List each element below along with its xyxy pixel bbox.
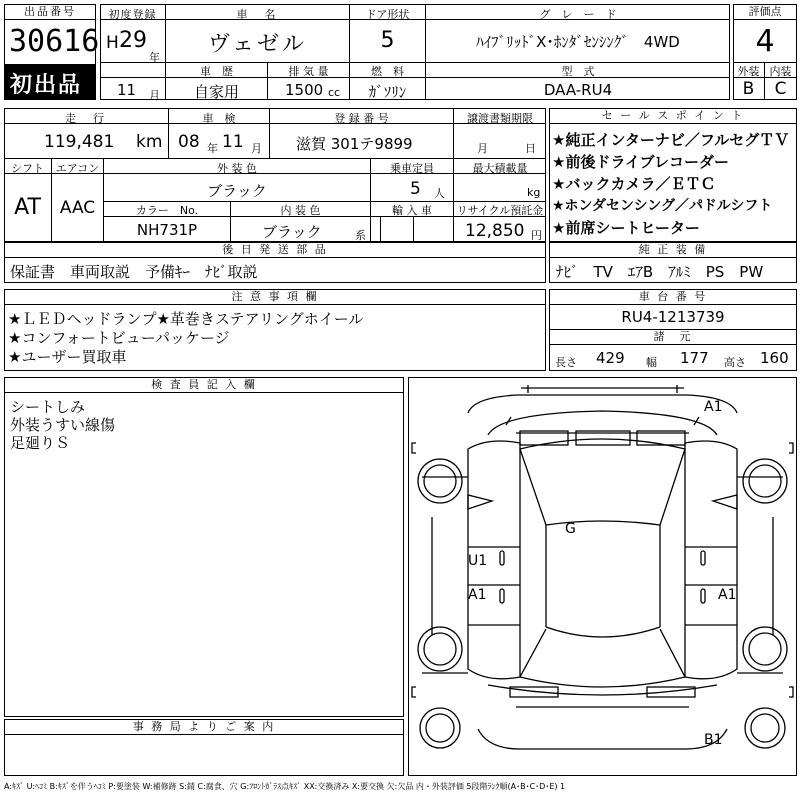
equipment-label: 純 正 装 備 — [550, 243, 796, 258]
damage-mark: G — [565, 521, 576, 537]
width-label: 幅 — [646, 356, 657, 369]
transfer-label: 譲渡書類期限 — [467, 112, 533, 125]
height-label: 高さ — [724, 356, 746, 369]
car-name: ヴェゼル — [207, 32, 308, 57]
selling-point: ★前後ドライブレコーダー — [552, 153, 729, 171]
note-item: ★コンフォートビューパッケージ — [8, 329, 230, 347]
recycle-label: リサイクル預託金 — [456, 204, 544, 217]
interior-label: 内装 — [769, 65, 792, 78]
shift-label: シフト — [11, 162, 44, 175]
length: 429 — [596, 349, 625, 367]
mileage-label: 走 行 — [65, 112, 107, 125]
selling-points-label: セ ー ル ス ポ イ ン ト — [550, 109, 796, 124]
office-label: 事 務 局 よ り ご 案 内 — [5, 720, 403, 735]
model-label: 型 式 — [561, 65, 595, 78]
displacement-label: 排 気 量 — [288, 65, 329, 78]
import-label: 輸 入 車 — [392, 204, 432, 217]
ext-color-label: 外 装 色 — [217, 162, 257, 175]
reg-label: 登 録 番 号 — [334, 112, 389, 125]
inspector-line: シートしみ — [10, 398, 86, 416]
damage-mark: B1 — [704, 732, 723, 748]
damage-mark: A1 — [704, 399, 723, 415]
recycle-unit: 円 — [531, 229, 542, 242]
history: 自家用 — [193, 83, 239, 101]
name-label: 車 名 — [236, 8, 279, 21]
damage-mark: U1 — [468, 553, 488, 569]
note-item: ★ユーザー買取車 — [8, 348, 127, 366]
capacity-unit: 人 — [434, 187, 445, 200]
mileage-unit: km — [136, 132, 163, 152]
inspection-month-unit: 月 — [251, 142, 262, 155]
color-no-label: カラー No. — [135, 204, 199, 217]
inspection-year-unit: 年 — [207, 142, 218, 155]
inspector-label: 検 査 員 記 入 欄 — [5, 378, 403, 393]
inspector-line: 外装うすい線傷 — [10, 416, 116, 434]
capacity-label: 乗車定員 — [390, 162, 434, 175]
recycle: 12,850 — [465, 221, 525, 241]
exterior-label: 外装 — [737, 65, 760, 78]
legend: A:ｷｽﾞ U:ﾍｺﾐ B:ｷｽﾞを伴うﾍｺﾐ P:要塗装 W:補修跡 S:錆 C:腐食、穴 G:ﾌﾛﾝﾄｶﾞﾗｽ点ｷｽﾞ XX:交換済み X:要交換 欠:欠品 内・外装評価 5段階ﾗﾝｸ順(A･B･C･D･E) 1 — [4, 782, 566, 791]
damage-mark: A1 — [718, 587, 737, 603]
width: 177 — [680, 349, 709, 367]
selling-point: ★純正インターナビ／フルセグＴＶ — [552, 131, 790, 149]
first-reg-month: 11 — [117, 81, 137, 99]
ac-label: エアコン — [55, 162, 100, 175]
era: H — [106, 33, 119, 53]
inspection-label: 車 検 — [202, 112, 236, 125]
color-no: NH731P — [136, 221, 198, 239]
capacity: 5 — [410, 179, 421, 199]
displacement: 1500 — [285, 81, 324, 99]
grade-label: グ レ ー ド — [539, 8, 617, 21]
int-color-label: 内 装 色 — [280, 204, 321, 217]
int-color-suffix: 系 — [355, 229, 366, 242]
displacement-unit: cc — [328, 86, 341, 99]
fuel-label: 燃 料 — [371, 65, 404, 78]
transfer-day-unit: 日 — [525, 142, 536, 155]
grade: ﾊｲﾌﾞﾘｯﾄﾞX･ﾎﾝﾀﾞｾﾝｼﾝｸﾞ 4WD — [476, 33, 680, 51]
notes-label: 注 意 事 項 欄 — [5, 290, 545, 305]
mileage: 119,481 — [44, 132, 115, 152]
inspector-line: 足廻りＳ — [10, 434, 71, 452]
history-label: 車 歴 — [200, 65, 233, 78]
car-diagram — [408, 377, 797, 776]
lot-label: 出品番号 — [5, 5, 95, 20]
first-listing: 初出品 — [10, 73, 83, 98]
exterior-grade: B — [742, 79, 755, 99]
later-parts: 保証書 車両取説 予備ｷｰ ﾅﾋﾞ取説 — [10, 263, 258, 281]
year-unit: 年 — [149, 51, 160, 64]
ac: AAC — [59, 198, 96, 218]
height: 160 — [760, 349, 789, 367]
load-unit: kg — [527, 186, 541, 199]
selling-point: ★ホンダセンシング／パドルシフト — [552, 198, 773, 214]
selling-point: ★前席シートヒーター — [552, 219, 700, 237]
first-reg-year: 29 — [119, 28, 147, 53]
doors: 5 — [380, 28, 395, 53]
chassis-number: RU4-1213739 — [621, 308, 725, 326]
inspection-month: 11 — [222, 132, 244, 152]
fuel: ｶﾞｿﾘﾝ — [368, 83, 407, 101]
door-label: ドア形状 — [365, 8, 410, 21]
shift: AT — [14, 195, 41, 220]
selling-point: ★バックカメラ／ＥＴＣ — [552, 175, 716, 193]
equipment: ﾅﾋﾞ TV ｴｱB ｱﾙﾐ PS PW — [556, 263, 764, 281]
lot-number: 30616 — [9, 24, 100, 59]
month-unit: 月 — [149, 89, 160, 102]
first-reg-label: 初度登録 — [108, 8, 157, 21]
interior-grade: C — [774, 79, 787, 99]
int-color: ブラック — [262, 223, 322, 241]
later-parts-label: 後 日 発 送 部 品 — [5, 243, 545, 258]
note-item: ★ＬＥＤヘッドランプ★革巻きステアリングホイール — [8, 310, 364, 328]
ext-color: ブラック — [207, 182, 267, 200]
reg-number: 滋賀 301テ9899 — [296, 135, 413, 153]
chassis-label: 車 台 番 号 — [550, 290, 796, 305]
transfer-month-unit: 月 — [477, 142, 488, 155]
load-label: 最大積載量 — [472, 162, 528, 175]
length-label: 長さ — [555, 356, 577, 369]
damage-mark: A1 — [468, 587, 487, 603]
inspection-year: 08 — [178, 132, 200, 152]
model: DAA-RU4 — [543, 81, 613, 99]
score-label: 評価点 — [734, 5, 796, 20]
dims-label: 諸 元 — [550, 330, 796, 345]
score: 4 — [755, 24, 775, 59]
